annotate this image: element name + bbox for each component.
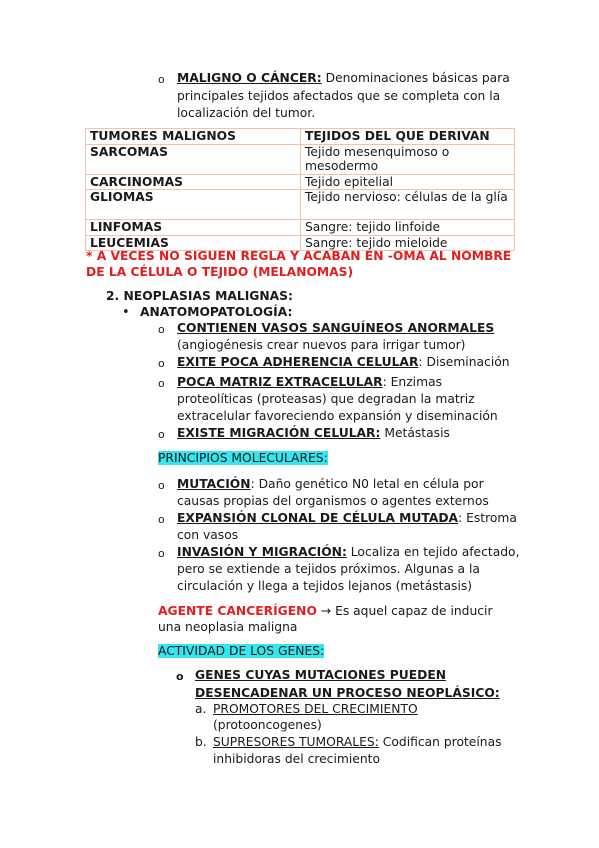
- item-title: MUTACIÓN: [177, 477, 251, 491]
- table-row: [86, 174, 515, 190]
- gene-a-line-2: (protooncogenes): [213, 718, 322, 732]
- tissue-cell: [301, 144, 515, 174]
- mol-item-3-line-3: circulación y llega a tejidos lejanos (metástasis): [177, 579, 473, 593]
- mol-item-3: [177, 544, 519, 561]
- item-title: EXPANSIÓN CLONAL DE CÉLULA MUTADA: [177, 511, 459, 525]
- section-heading: 2. NEOPLASIAS MALIGNAS:: [106, 289, 293, 303]
- circle-bullet: o: [158, 73, 165, 86]
- tissue-cell: Sangre: tejido linfoide: [301, 220, 515, 236]
- anat-item-3-line-2: proteolíticas (proteasas) que degradan la matriz: [177, 392, 475, 406]
- list-marker-b: b.: [195, 735, 207, 749]
- tumor-cell: LINFOMAS: [86, 220, 301, 236]
- table-header: TUMORES MALIGNOS: [86, 129, 301, 145]
- gene-b-title: SUPRESORES TUMORALES:: [213, 735, 379, 749]
- gene-b-line-2: inhibidoras del crecimiento: [213, 752, 380, 766]
- anat-item-1-line-2: (angiogénesis crear nuevos para irrigar tumor): [177, 338, 466, 352]
- tumor-cell: LEUCEMIAS: [86, 235, 301, 251]
- mol-item-1-line-2: causas propias del organismos o agentes externos: [177, 494, 489, 508]
- item-title: POCA MATRIZ EXTRACELULAR: [177, 375, 383, 389]
- item-text: : Diseminación: [418, 355, 510, 369]
- genes-heading: [158, 643, 324, 660]
- agente-line-1: [158, 603, 493, 620]
- agente-line-2: una neoplasia maligna: [158, 620, 298, 634]
- genes-sub-line-1: GENES CUYAS MUTACIONES PUEDEN: [195, 668, 447, 682]
- table-row: [86, 190, 515, 220]
- dot-bullet: •: [122, 305, 130, 320]
- circle-bullet: o: [158, 479, 165, 492]
- tumor-cell: GLIOMAS: [86, 190, 301, 220]
- item-text: Metástasis: [380, 426, 450, 440]
- item-title: EXITE POCA ADHERENCIA CELULAR: [177, 355, 419, 369]
- item-text: Localiza en tejido afectado,: [346, 545, 520, 559]
- note-line-2: DE LA CÉLULA O TEJIDO (MELANOMAS): [86, 265, 354, 279]
- note-line-1: * A VECES NO SIGUEN REGLA Y ACABAN EN -OMA AL NOMBRE: [86, 249, 512, 263]
- item-title: EXISTE MIGRACIÓN CELULAR:: [177, 426, 381, 440]
- anat-item-1: [177, 320, 494, 337]
- highlighted-heading: PRINCIPIOS MOLECULARES:: [158, 451, 328, 465]
- anat-item-3-line-3: extracelular favoreciendo expansión y diseminación: [177, 409, 498, 423]
- agente-title: AGENTE CANCERÍGENO: [158, 604, 317, 618]
- item-title: CONTIENEN VASOS SANGUÍNEOS ANORMALES: [177, 321, 495, 335]
- mol-item-1: [177, 476, 484, 493]
- item-title: INVASIÓN Y MIGRACIÓN:: [177, 545, 347, 559]
- tumor-cell: SARCOMAS: [86, 144, 301, 174]
- mol-item-3-line-2: pero se extiende a tejidos próximos. Algunas a la: [177, 562, 480, 576]
- item-text: : Enzimas: [382, 375, 443, 389]
- circle-bullet: o: [158, 513, 165, 526]
- tumor-table: [85, 128, 515, 251]
- anat-item-2: [177, 354, 510, 371]
- item-text: : Daño genético N0 letal en célula por: [250, 477, 484, 491]
- mol-item-2: [177, 510, 517, 527]
- item-text: : Estroma: [458, 511, 517, 525]
- circle-bullet: o: [158, 428, 165, 441]
- tumor-cell: CARCINOMAS: [86, 174, 301, 190]
- table-row: [86, 144, 515, 174]
- tissue-cell: Tejido epitelial: [301, 174, 515, 190]
- genes-sub-line-2: DESENCADENAR UN PROCESO NEOPLÁSICO:: [195, 686, 500, 700]
- agente-text: Es aquel capaz de inducir: [331, 604, 493, 618]
- gene-a-title: PROMOTORES DEL CRECIMIENTO: [213, 702, 418, 716]
- tissue-cell: Sangre: tejido mieloide: [301, 235, 515, 251]
- gene-b: [213, 734, 502, 751]
- section-subheading: ANATOMOPATOLOGÍA:: [140, 305, 293, 319]
- intro-line-2: principales tejidos afectados que se completa con la: [177, 89, 501, 103]
- gene-b-text: Codifican proteínas: [378, 735, 502, 749]
- intro-text: Denominaciones básicas para: [325, 71, 510, 85]
- mol-item-2-line-2: con vasos: [177, 528, 239, 542]
- circle-bullet: o: [158, 323, 165, 336]
- anat-item-3: [177, 374, 442, 391]
- intro-line-3: localización del tumor.: [177, 106, 316, 120]
- highlighted-heading: ACTIVIDAD DE LOS GENES:: [158, 644, 325, 658]
- table-header: TEJIDOS DEL QUE DERIVAN: [301, 129, 515, 145]
- intro-title: MALIGNO O CÁNCER:: [177, 71, 322, 85]
- circle-bullet: o: [158, 377, 165, 390]
- tissue-cell: Tejido nervioso: células de la glía: [301, 190, 515, 220]
- tissue-line: mesodermo: [305, 159, 379, 173]
- table-row: [86, 220, 515, 236]
- molecular-heading: [158, 450, 328, 467]
- list-marker-a: a.: [195, 702, 207, 716]
- table-header-row: [86, 129, 515, 145]
- intro-line-1: [177, 70, 510, 87]
- circle-bullet: o: [158, 547, 165, 560]
- circle-bullet: o: [176, 670, 184, 683]
- anat-item-4: [177, 425, 450, 442]
- arrow-icon: →: [320, 604, 332, 618]
- tissue-line: Tejido mesenquimoso o: [305, 144, 450, 159]
- gene-a: [213, 701, 418, 718]
- circle-bullet: o: [158, 357, 165, 370]
